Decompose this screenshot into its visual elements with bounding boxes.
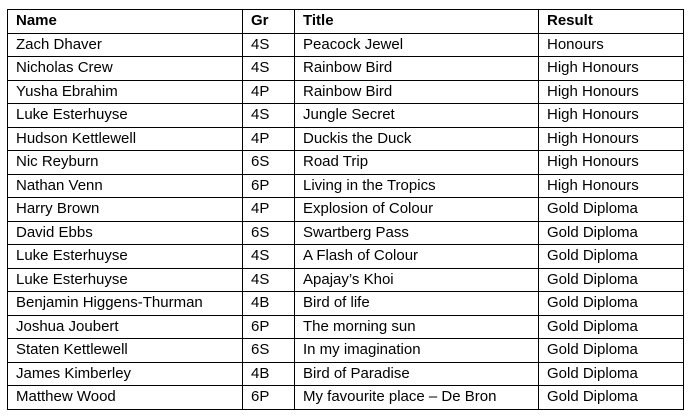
- table-row: [8, 198, 684, 222]
- cell-result: Gold Diploma: [539, 386, 684, 410]
- cell-title: The morning sun: [295, 315, 539, 339]
- cell-title: Rainbow Bird: [295, 80, 539, 104]
- cell-name: Yusha Ebrahim: [8, 80, 243, 104]
- cell-name: Joshua Joubert: [8, 315, 243, 339]
- cell-name: Luke Esterhuyse: [8, 104, 243, 128]
- header-grade: Gr: [243, 10, 295, 34]
- cell-grade: 4S: [243, 57, 295, 81]
- cell-name: Harry Brown: [8, 198, 243, 222]
- cell-name: Hudson Kettlewell: [8, 127, 243, 151]
- cell-grade: 6P: [243, 174, 295, 198]
- table-header-row: [8, 10, 684, 34]
- cell-title: Apajay’s Khoi: [295, 268, 539, 292]
- cell-grade: 4S: [243, 104, 295, 128]
- cell-grade: 4S: [243, 33, 295, 57]
- table-body: [8, 33, 684, 409]
- cell-title: Bird of Paradise: [295, 362, 539, 386]
- table-row: [8, 292, 684, 316]
- cell-grade: 6P: [243, 386, 295, 410]
- cell-grade: 4B: [243, 292, 295, 316]
- table-row: [8, 221, 684, 245]
- cell-result: Honours: [539, 33, 684, 57]
- cell-result: Gold Diploma: [539, 315, 684, 339]
- cell-grade: 4S: [243, 245, 295, 269]
- cell-grade: 4P: [243, 80, 295, 104]
- cell-grade: 4P: [243, 127, 295, 151]
- table-row: [8, 339, 684, 363]
- header-result: Result: [539, 10, 684, 34]
- cell-name: Nathan Venn: [8, 174, 243, 198]
- cell-title: My favourite place – De Bron: [295, 386, 539, 410]
- cell-result: High Honours: [539, 127, 684, 151]
- cell-result: Gold Diploma: [539, 221, 684, 245]
- cell-result: High Honours: [539, 151, 684, 175]
- cell-title: A Flash of Colour: [295, 245, 539, 269]
- cell-grade: 4S: [243, 268, 295, 292]
- cell-name: Matthew Wood: [8, 386, 243, 410]
- cell-result: Gold Diploma: [539, 339, 684, 363]
- cell-grade: 6S: [243, 151, 295, 175]
- table-row: [8, 362, 684, 386]
- cell-title: Explosion of Colour: [295, 198, 539, 222]
- cell-result: Gold Diploma: [539, 292, 684, 316]
- cell-title: Jungle Secret: [295, 104, 539, 128]
- cell-title: Road Trip: [295, 151, 539, 175]
- cell-result: Gold Diploma: [539, 362, 684, 386]
- cell-result: Gold Diploma: [539, 198, 684, 222]
- cell-grade: 6S: [243, 339, 295, 363]
- cell-result: High Honours: [539, 57, 684, 81]
- cell-name: Luke Esterhuyse: [8, 245, 243, 269]
- table-row: [8, 245, 684, 269]
- header-name: Name: [8, 10, 243, 34]
- cell-grade: 4B: [243, 362, 295, 386]
- cell-grade: 4P: [243, 198, 295, 222]
- cell-result: High Honours: [539, 174, 684, 198]
- cell-result: Gold Diploma: [539, 245, 684, 269]
- cell-name: Staten Kettlewell: [8, 339, 243, 363]
- cell-grade: 6P: [243, 315, 295, 339]
- table-row: [8, 104, 684, 128]
- cell-title: Living in the Tropics: [295, 174, 539, 198]
- table-row: [8, 315, 684, 339]
- results-table: [7, 9, 684, 410]
- cell-result: Gold Diploma: [539, 268, 684, 292]
- cell-title: Duckis the Duck: [295, 127, 539, 151]
- cell-name: Zach Dhaver: [8, 33, 243, 57]
- cell-title: In my imagination: [295, 339, 539, 363]
- table-row: [8, 268, 684, 292]
- cell-title: Swartberg Pass: [295, 221, 539, 245]
- header-title: Title: [295, 10, 539, 34]
- cell-name: David Ebbs: [8, 221, 243, 245]
- table-row: [8, 33, 684, 57]
- cell-title: Bird of life: [295, 292, 539, 316]
- table-row: [8, 80, 684, 104]
- cell-result: High Honours: [539, 80, 684, 104]
- cell-title: Rainbow Bird: [295, 57, 539, 81]
- cell-name: Nicholas Crew: [8, 57, 243, 81]
- table-row: [8, 174, 684, 198]
- cell-name: Luke Esterhuyse: [8, 268, 243, 292]
- cell-name: Benjamin Higgens-Thurman: [8, 292, 243, 316]
- table-row: [8, 151, 684, 175]
- cell-name: James Kimberley: [8, 362, 243, 386]
- table-row: [8, 57, 684, 81]
- cell-name: Nic Reyburn: [8, 151, 243, 175]
- cell-grade: 6S: [243, 221, 295, 245]
- table-row: [8, 127, 684, 151]
- cell-title: Peacock Jewel: [295, 33, 539, 57]
- table-row: [8, 386, 684, 410]
- cell-result: High Honours: [539, 104, 684, 128]
